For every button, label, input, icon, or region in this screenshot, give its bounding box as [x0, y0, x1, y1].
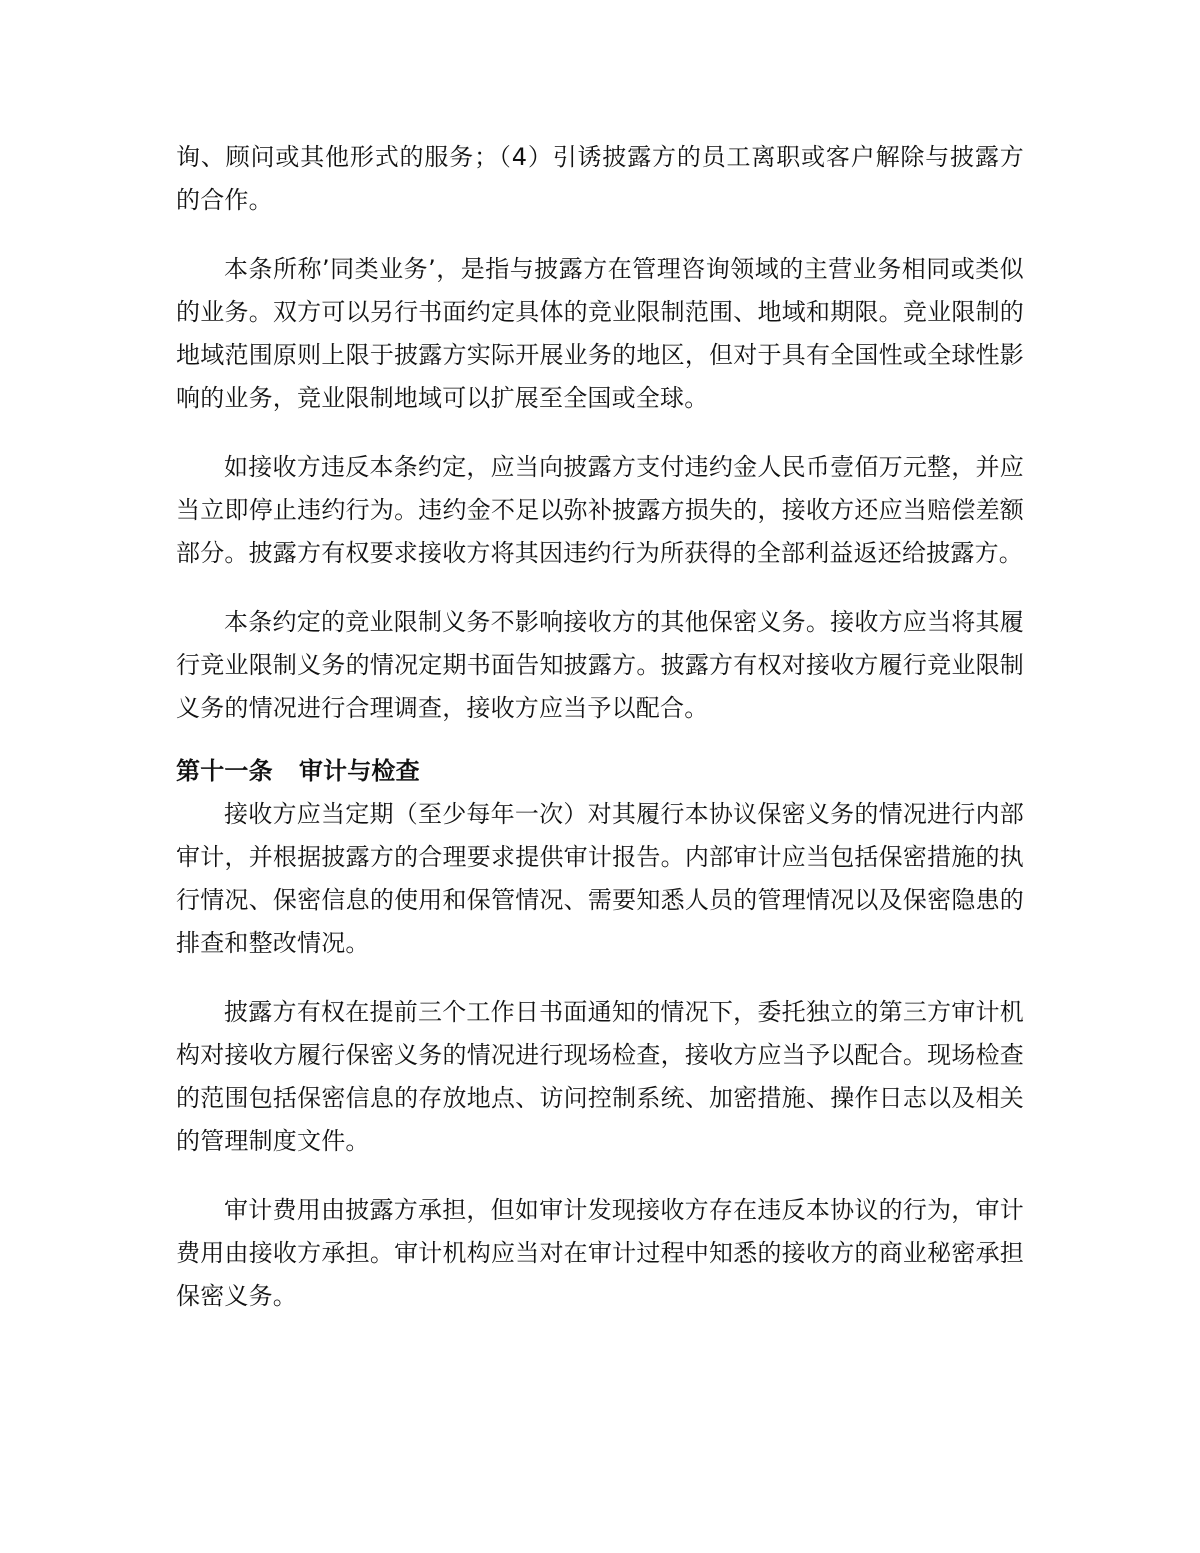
paragraph-noncompete-reporting: 本条约定的竞业限制义务不影响接收方的其他保密义务。接收方应当将其履行竞业限制义务的情况定期书面告知披露方。披露方有权对接收方履行竞业限制义务的情况进行合理调查，接收方应当予以配合。 [176, 608, 1024, 722]
section-title: 审计与检查 [298, 757, 420, 785]
paragraph-continued-services: 询、顾问或其他形式的服务；（4）引诱披露方的员工离职或客户解除与披露方的合作。 [176, 143, 1024, 214]
paragraph-internal-audit: 接收方应当定期（至少每年一次）对其履行本协议保密义务的情况进行内部审计，并根据披露方的合理要求提供审计报告。内部审计应当包括保密措施的执行情况、保密信息的使用和保管情况、需要知悉人员的管理情况以及保密隐患的排查和整改情况。 [176, 800, 1024, 957]
paragraph-similar-business-definition: 本条所称’同类业务’，是指与披露方在管理咨询领域的主营业务相同或类似的业务。双方可以另行书面约定具体的竞业限制范围、地域和期限。竞业限制的地域范围原则上限于披露方实际开展业务的地区，但对于具有全国性或全球性影响的业务，竞业限制地域可以扩展至全国或全球。 [176, 255, 1024, 412]
paragraph-audit-costs: 审计费用由披露方承担，但如审计发现接收方存在违反本协议的行为，审计费用由接收方承担。审计机构应当对在审计过程中知悉的接收方的商业秘密承担保密义务。 [176, 1196, 1024, 1310]
section-number: 第十一条 [176, 757, 273, 785]
paragraph-breach-penalty: 如接收方违反本条约定，应当向披露方支付违约金人民币壹佰万元整，并应当立即停止违约行为。违约金不足以弥补披露方损失的，接收方还应当赔偿差额部分。披露方有权要求接收方将其因违约行为所获得的全部利益返还给披露方。 [176, 453, 1024, 567]
document-body [176, 136, 1024, 1318]
section-heading [176, 750, 1024, 793]
paragraph-onsite-inspection: 披露方有权在提前三个工作日书面通知的情况下，委托独立的第三方审计机构对接收方履行保密义务的情况进行现场检查，接收方应当予以配合。现场检查的范围包括保密信息的存放地点、访问控制系统、加密措施、操作日志以及相关的管理制度文件。 [176, 998, 1024, 1155]
